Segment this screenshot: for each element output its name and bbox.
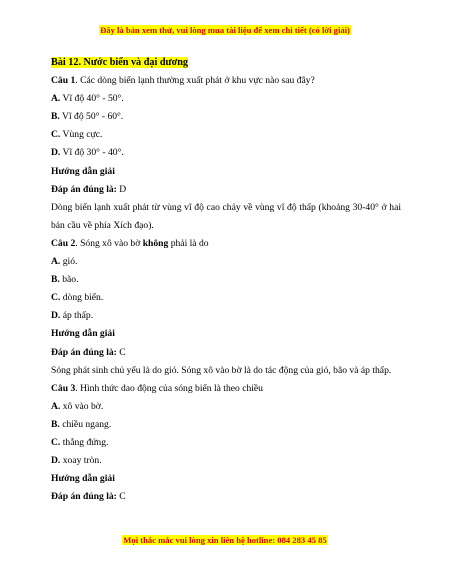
q1-option-b: B. Vĩ độ 50° - 60°. <box>51 111 124 123</box>
lesson-title: Bài 12. Nước biển và đại dương <box>51 57 189 68</box>
q2-guide-heading: Hướng dẫn giải <box>51 328 115 340</box>
question-1: Câu 1. Các dòng biển lạnh thường xuất phát ở khu vực nào sau đây? <box>51 75 315 87</box>
q3-option-a: A. xô vào bờ. <box>51 400 104 412</box>
q3-answer: Đáp án đúng là: C <box>51 491 126 503</box>
q2-answer: Đáp án đúng là: C <box>51 346 126 358</box>
q1-explanation: Dòng biển lạnh xuất phát từ vùng vĩ độ cao chảy về vùng vĩ độ thấp (khoảng 30-40° ở hai bán cầu về phía Xích đạo). <box>51 201 401 231</box>
q2-option-a: A. gió. <box>51 256 78 268</box>
question-3: Câu 3. Hình thức dao động của sóng biển là theo chiều <box>51 382 263 394</box>
q3-guide-heading: Hướng dẫn giải <box>51 473 115 485</box>
q1-answer: Đáp án đúng là: D <box>51 183 127 195</box>
preview-notice: Đây là bản xem thử, vui lòng mua tài liệu để xem chi tiết (có lời giải) <box>100 25 350 35</box>
q2-explanation: Sóng phát sinh chủ yếu là do gió. Sóng xô vào bờ là do tác động của gió, bão và áp thấp. <box>51 364 392 376</box>
q3-option-c: C. thẳng đứng. <box>51 436 109 448</box>
hotline-notice: Mọi thắc mắc vui lòng xin liên hệ hotline: 084 283 45 85 <box>123 535 327 545</box>
q2-option-d: D. áp thấp. <box>51 310 94 322</box>
q1-guide-heading: Hướng dẫn giải <box>51 165 115 177</box>
question-2: Câu 2. Sóng xô vào bờ không phải là do <box>51 237 209 249</box>
q1-option-d: D. Vĩ độ 30° - 40°. <box>51 147 124 159</box>
q3-option-b: B. chiều ngang. <box>51 418 112 430</box>
q1-option-c: C. Vùng cực. <box>51 129 103 141</box>
q2-option-c: C. dòng biển. <box>51 292 104 304</box>
q1-option-a: A. Vĩ độ 40° - 50°. <box>51 93 124 105</box>
q3-option-d: D. xoay tròn. <box>51 455 102 467</box>
q2-option-b: B. bão. <box>51 274 79 286</box>
document-body <box>51 54 401 506</box>
